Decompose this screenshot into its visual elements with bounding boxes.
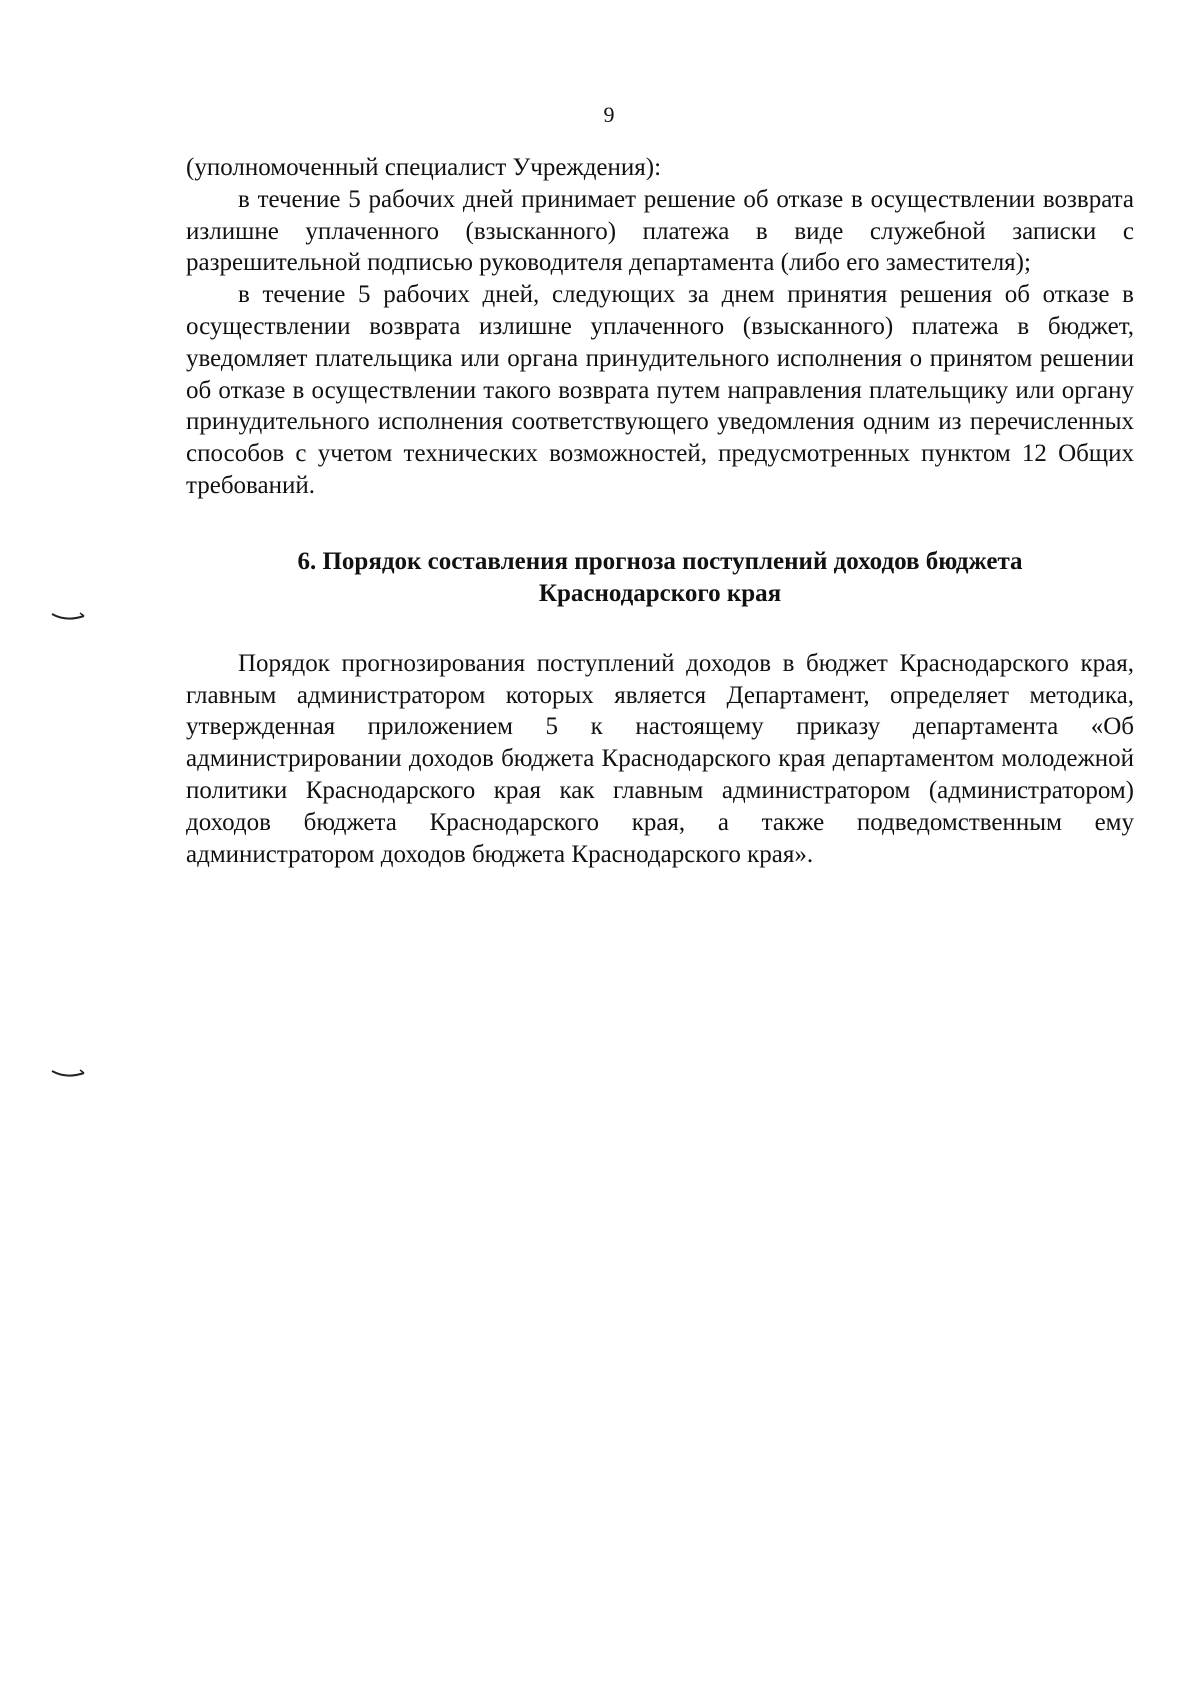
section-heading <box>186 546 1134 610</box>
paragraph-refusal-notification: в течение 5 рабочих дней, следующих за днем принятия решения об отказе в осуществлении возврата излишне уплаченного (взысканного) платежа в бюджет, уведомляет плательщика или органа принудительного исполнения о принятом решении об отказе в осуществлении такого возврата путем направления плательщику или органу принудительного исполнения соответствующего уведомления одним из перечисленных способов с учетом технических возможностей, предусмотренных пунктом 12 Общих требований. <box>186 281 1134 499</box>
paragraph-refusal-decision: в течение 5 рабочих дней принимает решение об отказе в осуществлении возврата излишне уплаченного (взысканного) платежа в виде служебной записки с разрешительной подписью руководителя департамента (либо его заместителя); <box>186 185 1134 277</box>
page-number: 9 <box>603 102 615 127</box>
section-heading-line-2: Краснодарского края <box>538 579 782 607</box>
paragraph-forecast-procedure: Порядок прогнозирования поступлений доходов в бюджет Краснодарского края, главным администратором которых является Департамент, определяет методика, утвержденная приложением 5 к настоящему приказу департамента «Об администрировании доходов бюджета Краснодарского края департаментом молодежной политики Краснодарского края как главным администратором (администратором) доходов бюджета Краснодарского края, а также подведомственным ему администратором доходов бюджета Краснодарского края». <box>186 649 1134 868</box>
paragraph-executor: (уполномоченный специалист Учреждения): <box>186 154 662 181</box>
document-body <box>186 152 1134 870</box>
scan-mark-upper <box>50 610 86 624</box>
section-heading-line-1: 6. Порядок составления прогноза поступлений доходов бюджета <box>297 547 1023 575</box>
scan-mark-lower <box>50 1067 86 1081</box>
